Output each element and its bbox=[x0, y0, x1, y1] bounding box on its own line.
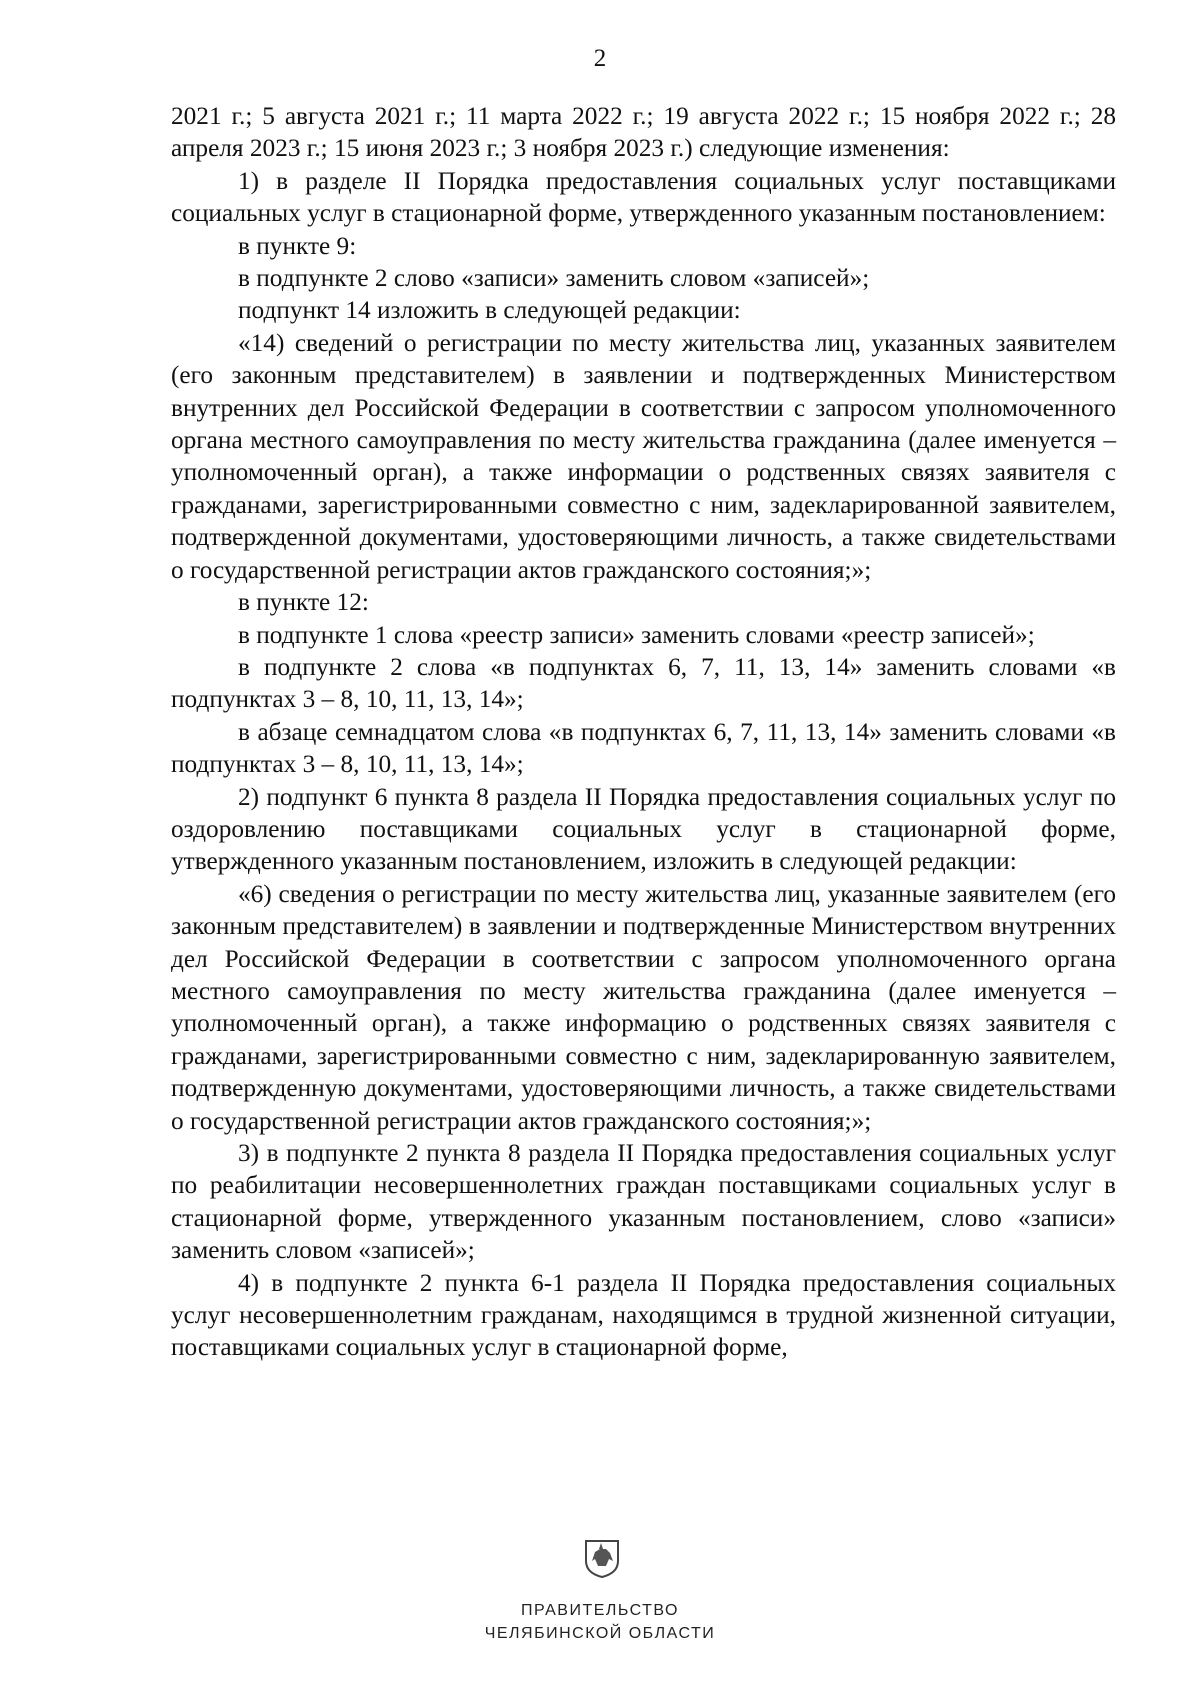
paragraph: 1) в разделе II Порядка предоставления социальных услуг поставщиками социальных услуг в стационарной форме, утвержденного указанным постановлением: bbox=[171, 166, 1116, 228]
document-body bbox=[171, 100, 1116, 1364]
paragraph: в подпункте 2 слова «в подпунктах 6, 7, 11, 13, 14» заменить словами «в подпунктах 3 – 8, 10, 11, 13, 14»; bbox=[171, 652, 1116, 714]
paragraph: в пункте 9: bbox=[238, 231, 357, 260]
footer-line-2: ЧЕЛЯБИНСКОЙ ОБЛАСТИ bbox=[484, 1625, 716, 1642]
paragraph: в подпункте 2 слово «записи» заменить словом «записей»; bbox=[238, 264, 870, 293]
paragraph: 2021 г.; 5 августа 2021 г.; 11 марта 2022 г.; 19 августа 2022 г.; 15 ноября 2022 г.; 28 апреля 2023 г.; 15 июня 2023 г.; 3 ноября 2023 г.) следующие изменения: bbox=[171, 102, 1116, 163]
footer-line-1: ПРАВИТЕЛЬСТВО bbox=[521, 1602, 679, 1619]
paragraph: 2) подпункт 6 пункта 8 раздела II Порядка предоставления социальных услуг по оздоровлению поставщиками социальных услуг в стационарной форме, утвержденного указанным постановлением, изложить в следующей редакции: bbox=[171, 782, 1116, 876]
paragraph: 3) в подпункте 2 пункта 8 раздела II Порядка предоставления социальных услуг по реабилитации несовершеннолетних граждан поставщиками социальных услуг в стационарной форме, утвержденного указанным постановлением, слово «записи» заменить словом «записей»; bbox=[171, 1139, 1116, 1265]
paragraph: подпункт 14 изложить в следующей редакции: bbox=[238, 296, 741, 325]
paragraph: в пункте 12: bbox=[238, 588, 369, 617]
paragraph: 4) в подпункте 2 пункта 6-1 раздела II Порядка предоставления социальных услуг несовершеннолетним гражданам, находящимся в трудной жизненной ситуации, поставщиками социальных услуг в стационарной форме, bbox=[171, 1268, 1116, 1362]
paragraph: в подпункте 1 слова «реестр записи» заменить словами «реестр записей»; bbox=[238, 620, 1035, 649]
coat-of-arms-icon bbox=[582, 1537, 622, 1579]
paragraph: «6) сведения о регистрации по месту жительства лиц, указанные заявителем (его законным представителем) в заявлении и подтвержденные Министерством внутренних дел Российской Федерации в соответствии с запросом уполномоченного органа местного самоуправления по месту жительства гражданина (далее именуется – уполномоченный орган), а также информацию о родственных связях заявителя с гражданами, зарегистрированными совместно с ним, задекларированную заявителем, подтвержденную документами, удостоверяющими личность, а также свидетельствами о государственной регистрации актов гражданского состояния;»; bbox=[171, 879, 1116, 1135]
paragraph: «14) сведений о регистрации по месту жительства лиц, указанных заявителем (его законным представителем) в заявлении и подтвержденных Министерством внутренних дел Российской Федерации в соответствии с запросом уполномоченного органа местного самоуправления по месту жительства гражданина (далее именуется – уполномоченный орган), а также информации о родственных связях заявителя с гражданами, зарегистрированными совместно с ним, задекларированной заявителем, подтвержденной документами, удостоверяющими личность, а также свидетельствами о государственной регистрации актов гражданского состояния;»; bbox=[171, 328, 1116, 584]
page-number: 2 bbox=[593, 45, 607, 72]
paragraph: в абзаце семнадцатом слова «в подпунктах 6, 7, 11, 13, 14» заменить словами «в подпунктах 3 – 8, 10, 11, 13, 14»; bbox=[171, 717, 1116, 779]
